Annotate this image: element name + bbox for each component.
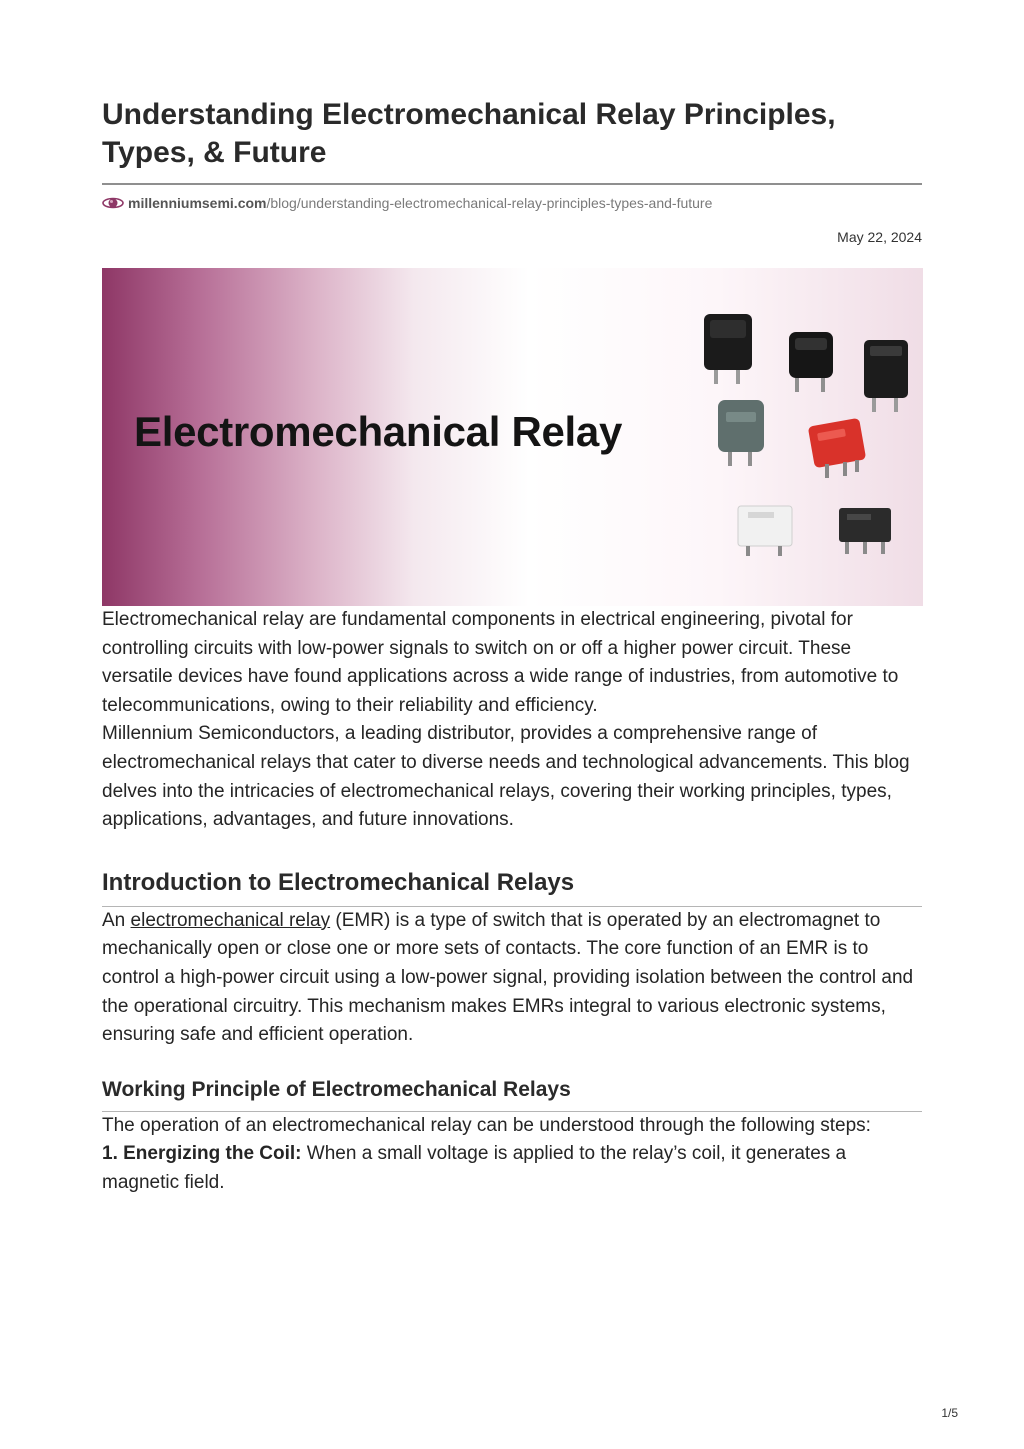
relay-black-2-image [785, 326, 837, 396]
introduction-text: (EMR) is a type of switch that is operated by an electromagnet to mechanically open or close one or more sets of contacts. The core function of an EMR is to control a high-power circuit using a low-power signal, providing isolation between the control and the operational circuitry. This mechanism makes EMRs integral to various electronic systems, ensuring safe and efficient operation. [102, 909, 914, 1046]
page-title: Understanding Electromechanical Relay Principles, Types, & Future [102, 98, 836, 169]
relay-black-1-image [698, 310, 758, 388]
source-line [102, 194, 922, 212]
introduction-prefix: An [102, 909, 131, 931]
intro-paragraph-2: Millennium Semiconductors, a leading distributor, provides a comprehensive range of electromechanical relays that cater to diverse needs and technological advancements. This blog delves into the intricacies of electromechanical relays, covering their working principles, types, applications, advantages, and future innovations. [102, 723, 910, 831]
working-principle-intro: The operation of an electromechanical relay can be understood through the following steps: [102, 1114, 871, 1136]
hero-banner [102, 268, 923, 606]
step-1-text: When a small voltage is applied to the relay’s coil, it generates a magnetic field. [102, 1143, 847, 1193]
electromechanical-relay-link[interactable]: electromechanical relay [130, 909, 331, 931]
document-page [102, 96, 922, 1198]
source-path[interactable]: /blog/understanding-electromechanical-relay-principles-types-and-future [266, 195, 713, 211]
relay-red-image [805, 416, 875, 486]
intro-paragraph-1: Electromechanical relay are fundamental components in electrical engineering, pivotal for controlling circuits with low-power signals to switch on or off a higher power circuit. These versatile devices have found applications across a wide range of industries, from automotive to telecommunications, owing to their reliability and efficiency. [102, 609, 899, 716]
step-1-paragraph [102, 1140, 922, 1197]
introduction-paragraph [102, 907, 922, 1050]
relay-grey-image [714, 396, 768, 470]
publish-date: May 22, 2024 [837, 229, 922, 245]
source-domain[interactable]: millenniumsemi.com [128, 195, 267, 211]
title-divider [102, 183, 922, 185]
relay-white-image [734, 500, 796, 560]
section-heading-introduction: Introduction to Electromechanical Relays [102, 868, 575, 896]
relay-black-3-image [860, 336, 912, 416]
site-logo-icon [102, 196, 124, 210]
relay-dark-pcb-image [835, 504, 895, 560]
page-number: 1/5 [941, 1406, 958, 1420]
section-heading-working-principle: Working Principle of Electromechanical Relays [102, 1077, 571, 1101]
step-1-label: 1. Energizing the Coil: [102, 1143, 302, 1165]
hero-title: Electromechanical Relay [134, 408, 623, 455]
